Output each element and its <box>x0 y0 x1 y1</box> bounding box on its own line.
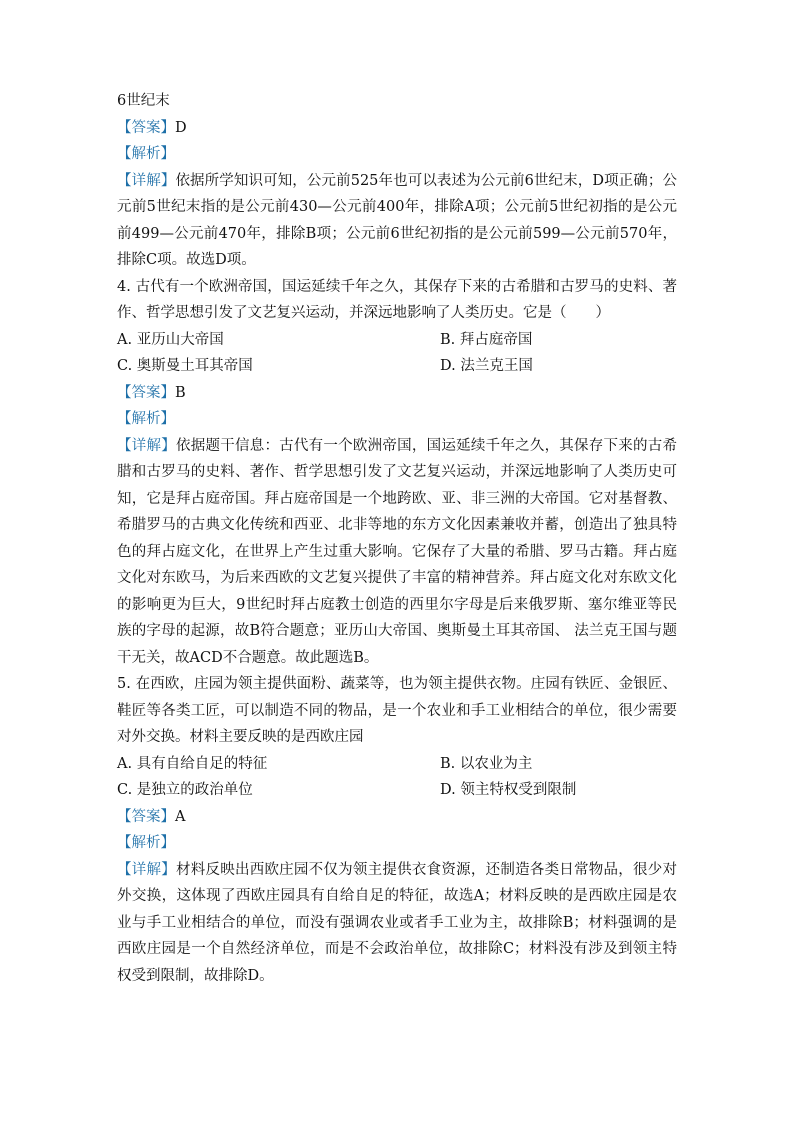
q4-option-c: C. 奥斯曼土耳其帝国 <box>117 358 253 374</box>
answer-label: 【答案】 <box>117 808 175 825</box>
detail-label: 【详解】 <box>117 437 176 454</box>
q4-detail <box>117 433 677 672</box>
q4-option-b: B. 拜占庭帝国 <box>440 331 533 348</box>
q4-stem: 4. 古代有一个欧洲帝国，国运延续千年之久，其保存下来的古希腊和古罗马的史料、著作、哲学思想引发了文艺复兴运动，并深远地影响了人类历史。它是（ ） <box>117 278 677 321</box>
q5-option-b: B. 以农业为主 <box>440 755 533 772</box>
analysis-label: 【解析】 <box>117 835 175 851</box>
q4-option-d: D. 法兰克王国 <box>440 358 533 374</box>
q4-answer <box>117 380 677 407</box>
answer-label: 【答案】 <box>117 384 175 401</box>
q3-detail <box>117 168 677 274</box>
answer-label: 【答案】 <box>117 119 175 136</box>
q5-option-a: A. 具有自给自足的特征 <box>117 755 268 772</box>
q5-analysis-label <box>117 830 677 857</box>
q5-detail-text: 材料反映出西欧庄园不仅为领主提供衣食资源，还制造各类日常物品，很少对外交换，这体现了西欧庄园具有自给自足的特征，故选A；材料反映的是西欧庄园是农业与手工业相结合的单位，而没有强调农业或者手工业为主，故排除B；材料强调的是西欧庄园是一个自然经济单位，而是不会政治单位，故排除C；材料没有涉及到领主特权受到限制，故排除D。 <box>117 861 678 984</box>
q3-analysis-label <box>117 141 677 168</box>
q4-detail-text: 依据题干信息：古代有一个欧洲帝国，国运延续千年之久，其保存下来的古希腊和古罗马的史料、著作、哲学思想引发了文艺复兴运动，并深远地影响了人类历史可知，它是拜占庭帝国。拜占庭帝国是一个地跨欧、亚、非三洲的大帝国。它对基督教、希腊罗马的古典文化传统和西亚、北非等地的东方文化因素兼收并蓄，创造出了独具特色的拜占庭文化，在世界上产生过重大影响。它保存了大量的希腊、罗马古籍。拜占庭文化对东欧马，为后来西欧的文艺复兴提供了丰富的精神营养。拜占庭文化对东欧文化的影响更为巨大，9世纪时拜占庭教士创造的西里尔字母是后来俄罗斯、塞尔维亚等民族的字母的起源，故B符合题意；亚历山大帝国、奥斯曼土耳其帝国、 法兰克王国与题干无关，故ACD不合题意。故此题选B。 <box>117 437 678 666</box>
intro-fragment: 6世纪末 <box>117 93 170 109</box>
detail-label: 【详解】 <box>117 861 176 878</box>
q4-options-row-2 <box>117 353 677 380</box>
detail-label: 【详解】 <box>117 172 176 189</box>
q5-options-row-1 <box>117 751 677 778</box>
q3-answer-value: D <box>175 119 187 136</box>
analysis-label: 【解析】 <box>117 411 175 427</box>
q5-options-row-2 <box>117 777 677 804</box>
q5-answer-value: A <box>175 808 186 825</box>
q4-analysis-label <box>117 406 677 433</box>
document-page <box>117 88 677 989</box>
q3-answer <box>117 115 677 142</box>
q5-answer <box>117 804 677 831</box>
q5-option-d: D. 领主特权受到限制 <box>440 782 577 798</box>
q4-answer-value: B <box>175 384 186 401</box>
q4-option-a: A. 亚历山大帝国 <box>117 331 224 348</box>
q5-stem: 5. 在西欧，庄园为领主提供面粉、蔬菜等，也为领主提供衣物。庄园有铁匠、金银匠、鞋匠等各类工匠，可以制造不同的物品，是一个农业和手工业相结合的单位，很少需要对外交换。材料主要反映的是西欧庄园 <box>117 676 677 745</box>
q4-options-row-1 <box>117 327 677 354</box>
q5-detail <box>117 857 677 990</box>
q3-detail-text: 依据所学知识可知，公元前525年也可以表述为公元前6世纪末，D项正确；公元前5世纪末指的是公元前430—公元前400年，排除A项；公元前5世纪初指的是公元前499—公元前470年，排除B项；公元前6世纪初指的是公元前599—公元前570年，排除C项。故选D项。 <box>117 172 678 268</box>
analysis-label: 【解析】 <box>117 146 175 162</box>
q5-option-c: C. 是独立的政治单位 <box>117 782 253 798</box>
